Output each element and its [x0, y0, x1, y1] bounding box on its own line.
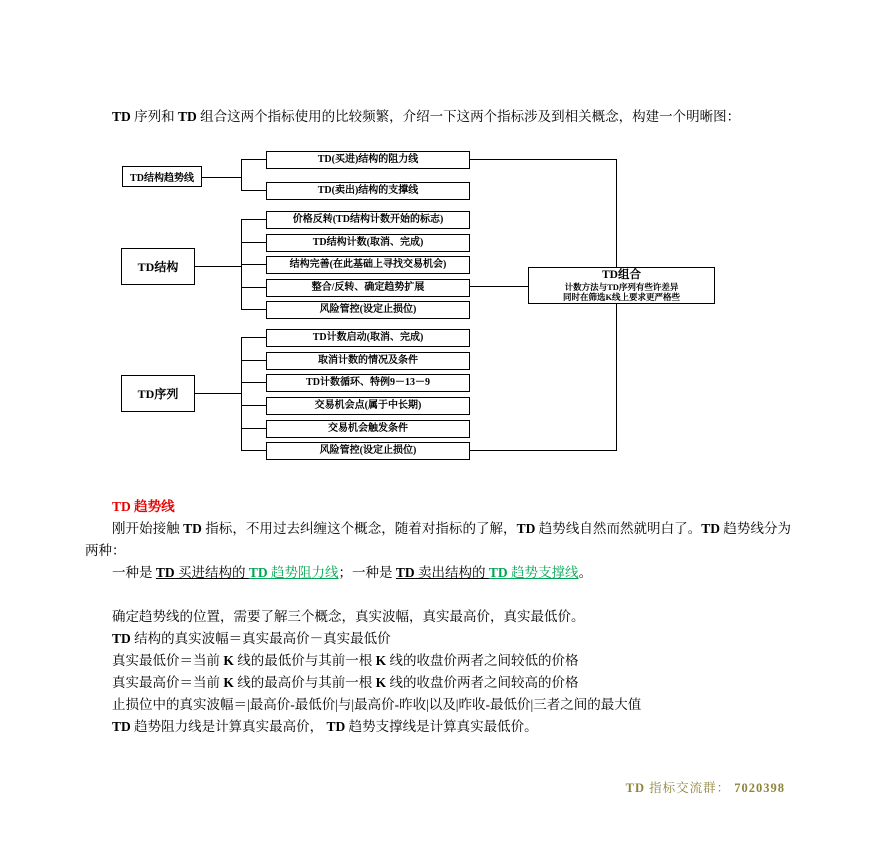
- green-link-text[interactable]: TD: [248, 565, 268, 580]
- diagram-node-td-combo: [528, 267, 715, 304]
- definition-line: [85, 672, 791, 694]
- text-segment: K: [375, 653, 387, 668]
- diagram-box-buy-structure-resistance-line: TD(买进)结构的阻力线: [266, 151, 470, 169]
- green-link-text[interactable]: 趋势阻力线: [267, 565, 339, 580]
- diagram-box-cancel-count-conditions: 取消计数的情况及条件: [266, 352, 470, 370]
- body-text-block: [85, 496, 791, 738]
- text-segment: TD: [326, 719, 346, 734]
- connector-line: [241, 159, 242, 191]
- definition-line: [85, 694, 791, 716]
- text-segment: ；一种是: [338, 565, 396, 580]
- connector-line: [241, 337, 242, 451]
- text-segment: 买进结构的: [174, 565, 249, 580]
- text-segment: 趋势阻力线是计算真实最高价，: [130, 719, 327, 734]
- connector-line: [241, 219, 266, 220]
- connector-line: [241, 287, 266, 288]
- definition-line: [85, 716, 791, 738]
- connector-line: [616, 159, 617, 267]
- diagram-box-sell-structure-support-line: TD(卖出)结构的支撑线: [266, 182, 470, 200]
- connector-line: [241, 360, 266, 361]
- text-segment: 结构的真实波幅＝真实最高价－真实最低价: [130, 631, 391, 646]
- paragraph-trendline-intro: [85, 518, 791, 562]
- paragraph-trendline-types: [85, 562, 791, 584]
- text-segment: 刚开始接触: [112, 521, 184, 536]
- connector-line: [241, 450, 266, 451]
- combo-title: TD组合: [602, 269, 641, 281]
- diagram-box-structure-count: TD结构计数(取消、完成): [266, 234, 470, 252]
- text-segment: TD: [112, 719, 131, 734]
- definition-line: [85, 628, 791, 650]
- diagram-node-td-structure: TD结构: [121, 248, 195, 285]
- connector-line: [469, 286, 528, 287]
- text-segment: 趋势线自然而然就明白了。: [535, 521, 702, 536]
- section-heading-td-trendline: [85, 496, 791, 518]
- diagram-box-consolidation-reversal: 整合/反转、确定趋势扩展: [266, 279, 470, 297]
- text-segment: TD: [516, 521, 536, 536]
- text-segment: TD: [112, 631, 131, 646]
- diagram-box-count-start: TD计数启动(取消、完成): [266, 329, 470, 347]
- text-segment: 线的最低价与其前一根: [233, 653, 376, 668]
- connector-line: [241, 405, 266, 406]
- text-segment: 真实最低价＝当前: [112, 653, 224, 668]
- diagram-box-price-reversal: 价格反转(TD结构计数开始的标志): [266, 211, 470, 229]
- diagram-box-trade-opportunity-point: 交易机会点(属于中长期): [266, 397, 470, 415]
- connector-line: [469, 159, 617, 160]
- text-segment: 线的收盘价两者之间较低的价格: [386, 653, 579, 668]
- text-segment: 趋势支撑线是计算真实最低价。: [345, 719, 538, 734]
- connector-line: [241, 428, 266, 429]
- text-segment: 7020398: [734, 781, 785, 795]
- text-segment: 真实最高价＝当前: [112, 675, 224, 690]
- text-segment: 指标交流群：: [644, 781, 735, 795]
- diagram-node-td-sequence: TD序列: [121, 375, 195, 412]
- intro-paragraph: [85, 106, 791, 128]
- green-link-text[interactable]: 趋势支撑线: [507, 565, 579, 580]
- green-link-text[interactable]: TD: [488, 565, 508, 580]
- connector-line: [195, 266, 241, 267]
- text-segment: TD: [183, 521, 202, 536]
- text-segment: TD: [701, 521, 720, 536]
- text-segment: 止损位中的真实波幅＝|最高价-最低价|与|最高价-昨收|以及|昨收-最低价|三者之间的最大值: [112, 697, 642, 712]
- text-segment: 组合这两个指标使用的比较频繁，介绍一下这两个指标涉及到相关概念，构建一个明晰图：: [196, 108, 741, 124]
- text-segment: 趋势线: [130, 499, 175, 514]
- connector-line: [241, 337, 266, 338]
- combo-subtitle-2: 同时在筛选K线上要求更严格些: [562, 292, 681, 302]
- connector-line: [195, 393, 241, 394]
- text-segment: TD: [178, 108, 197, 124]
- diagram-box-count-cycle: TD计数循环、特例9－13－9: [266, 374, 470, 392]
- combo-subtitle-1: 计数方法与TD序列有些许差异: [564, 282, 679, 292]
- text-segment: 指标，不用过去纠缠这个概念，随着对指标的了解，: [201, 521, 517, 536]
- connector-line: [202, 177, 241, 178]
- text-segment: TD: [395, 565, 415, 580]
- diagram-node-td-structure-trendline: TD结构趋势线: [122, 166, 202, 187]
- footer-qq-group: [626, 778, 785, 796]
- diagram-box-structure-perfection: 结构完善(在此基础上寻找交易机会): [266, 256, 470, 274]
- text-segment: 线的收盘价两者之间较高的价格: [386, 675, 579, 690]
- text-segment: TD: [112, 108, 131, 124]
- text-segment: K: [375, 675, 387, 690]
- diagram-box-sequence-risk-control: 风险管控(设定止损位): [266, 442, 470, 460]
- diagram-box-structure-risk-control: 风险管控(设定止损位): [266, 301, 470, 319]
- connector-line: [241, 242, 266, 243]
- text-segment: 一种是: [112, 565, 156, 580]
- text-segment: 序列和: [130, 108, 179, 124]
- connector-line: [241, 264, 266, 265]
- text-segment: K: [223, 675, 234, 690]
- definition-line: [85, 650, 791, 672]
- connector-line: [241, 382, 266, 383]
- connector-line: [469, 450, 617, 451]
- text-segment: TD: [155, 565, 175, 580]
- text-segment: TD: [625, 781, 645, 795]
- connector-line: [241, 309, 266, 310]
- text-segment: K: [223, 653, 234, 668]
- definition-line: [85, 606, 791, 628]
- diagram-box-trade-trigger-conditions: 交易机会触发条件: [266, 420, 470, 438]
- text-segment: 确定趋势线的位置，需要了解三个概念，真实波幅，真实最高价，真实最低价。: [112, 609, 585, 624]
- connector-line: [616, 304, 617, 451]
- text-segment: 。: [578, 565, 593, 580]
- text-segment: 卖出结构的: [414, 565, 489, 580]
- text-segment: TD: [112, 499, 131, 514]
- connector-line: [241, 190, 266, 191]
- connector-line: [241, 159, 266, 160]
- text-segment: 趋势线分为两种：: [85, 521, 792, 558]
- text-segment: 线的最高价与其前一根: [233, 675, 376, 690]
